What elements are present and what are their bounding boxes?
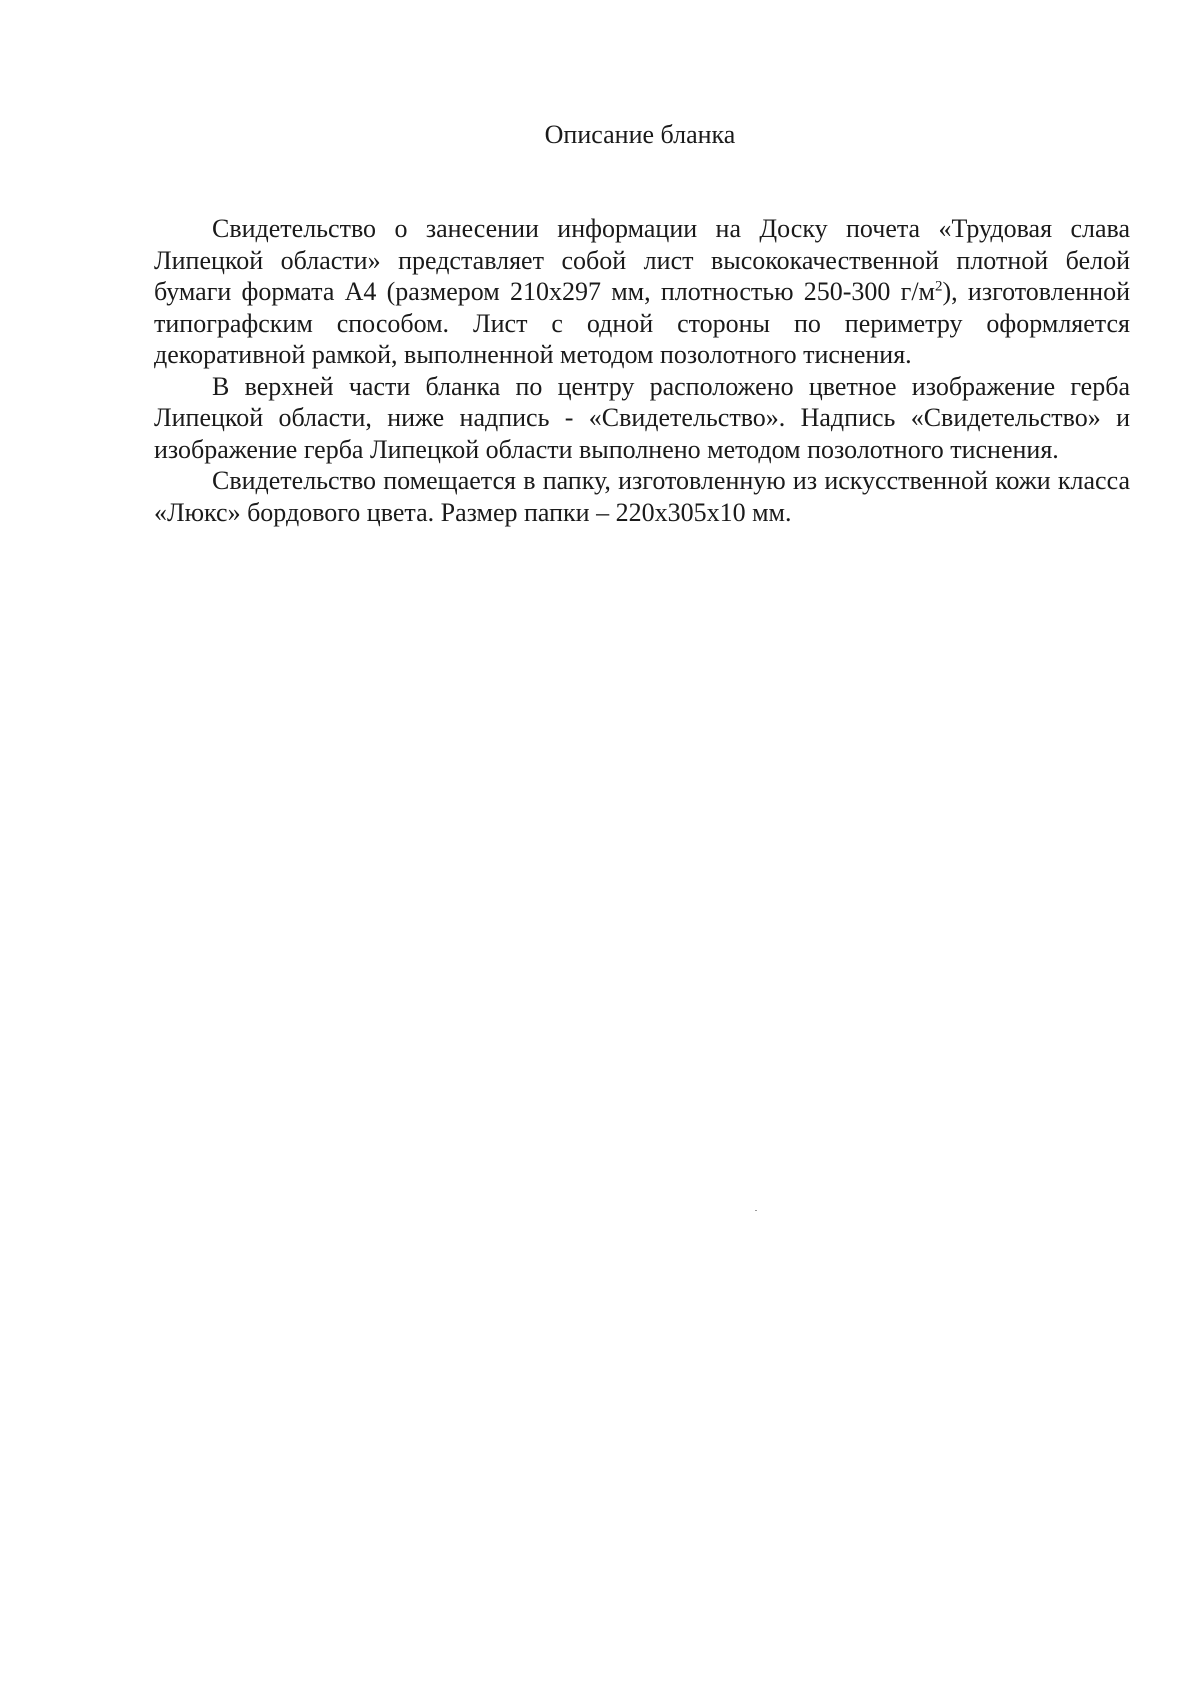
paragraph-1-superscript: 2 [935,278,943,295]
document-title: Описание бланка [544,120,736,149]
paragraph-1-tail: ), изготовленной типографским способом. Лист с одной стороны по периметру оформляется декоративной рамкой, выполненной методом позолотного тиснения. [154,277,1130,369]
paragraph-1 [154,213,1130,371]
paragraph-2: В верхней части бланка по центру расположено цветное изображение герба Липецкой области, ниже надпись - «Свидетельство». Надпись «Свидетельство» и изображение герба Липецкой области выполнено методом позолотного тиснения. [154,371,1130,464]
paragraph-3: Свидетельство помещается в папку, изготовленную из искусственной кожи класса «Люкс» бордового цвета. Размер папки – 220х305х10 мм. [154,466,1130,527]
scan-speck [755,1210,757,1211]
document-body [154,213,1130,528]
paragraph-1-text: Свидетельство о занесении информации на Доску почета «Трудовая слава Липецкой области» представляет собой лист высококачественной плотной белой бумаги формата А4 (размером 210х297 мм, плотностью 250-300 г/м [154,214,1130,306]
